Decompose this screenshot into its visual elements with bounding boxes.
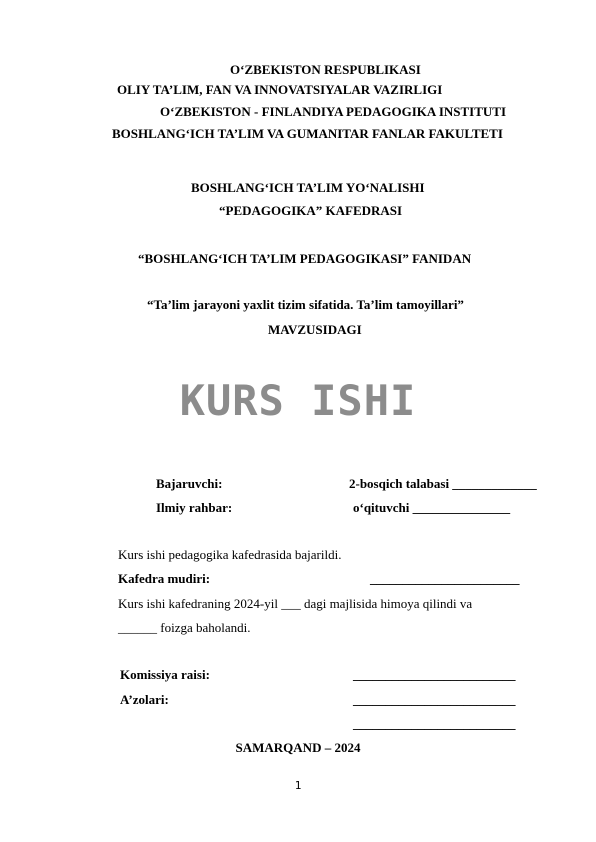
commission-member-signature-line-2: _________________________ <box>353 716 516 731</box>
supervisor-value: o‘qituvchi _______________ <box>353 500 511 515</box>
commission-chair-signature-line: _________________________ <box>353 667 516 682</box>
topic-suffix: MAVZUSIDAGI <box>268 322 362 337</box>
head-of-chair-signature-line: _______________________ <box>370 571 520 586</box>
topic-title: “Ta’lim jarayoni yaxlit tizim sifatida. Ta’lim tamoyillari” <box>147 297 464 312</box>
city-year: SAMARQAND – 2024 <box>235 740 361 755</box>
document-type-heading: KURS ISHI <box>179 376 417 425</box>
executor-label: Bajaruvchi: <box>156 476 223 491</box>
header-ministry: OLIY TA’LIM, FAN VA INNOVATSIYALAR VAZIRLIGI <box>117 82 443 97</box>
department-direction: BOSHLANG‘ICH TA’LIM YO‘NALISHI <box>191 180 425 195</box>
head-of-chair-label: Kafedra mudiri: <box>118 571 211 586</box>
supervisor-label: Ilmiy rahbar: <box>156 500 233 515</box>
header-institute: O‘ZBEKISTON - FINLANDIYA PEDAGOGIKA INSTITUTI <box>160 104 507 119</box>
subject-title: “BOSHLANG‘ICH TA’LIM PEDAGOGIKASI” FANIDAN <box>138 251 472 266</box>
page-number: 1 <box>294 779 302 792</box>
completed-note: Kurs ishi pedagogika kafedrasida bajarildi. <box>118 547 342 562</box>
commission-member-signature-line-1: _________________________ <box>353 692 516 707</box>
executor-value: 2-bosqich talabasi _____________ <box>349 476 537 491</box>
defense-note: Kurs ishi kafedraning 2024-yil ___ dagi majlisida himoya qilindi va <box>118 596 473 611</box>
department-chair: “PEDAGOGIKA” KAFEDRASI <box>219 203 403 218</box>
header-faculty: BOSHLANG‘ICH TA’LIM VA GUMANITAR FANLAR FAKULTETI <box>112 126 503 141</box>
header-republic: O‘ZBEKISTON RESPUBLIKASI <box>230 62 421 77</box>
commission-chair-label: Komissiya raisi: <box>120 667 210 682</box>
grade-note: ______ foizga baholandi. <box>118 620 251 635</box>
commission-members-label: A’zolari: <box>120 692 169 707</box>
